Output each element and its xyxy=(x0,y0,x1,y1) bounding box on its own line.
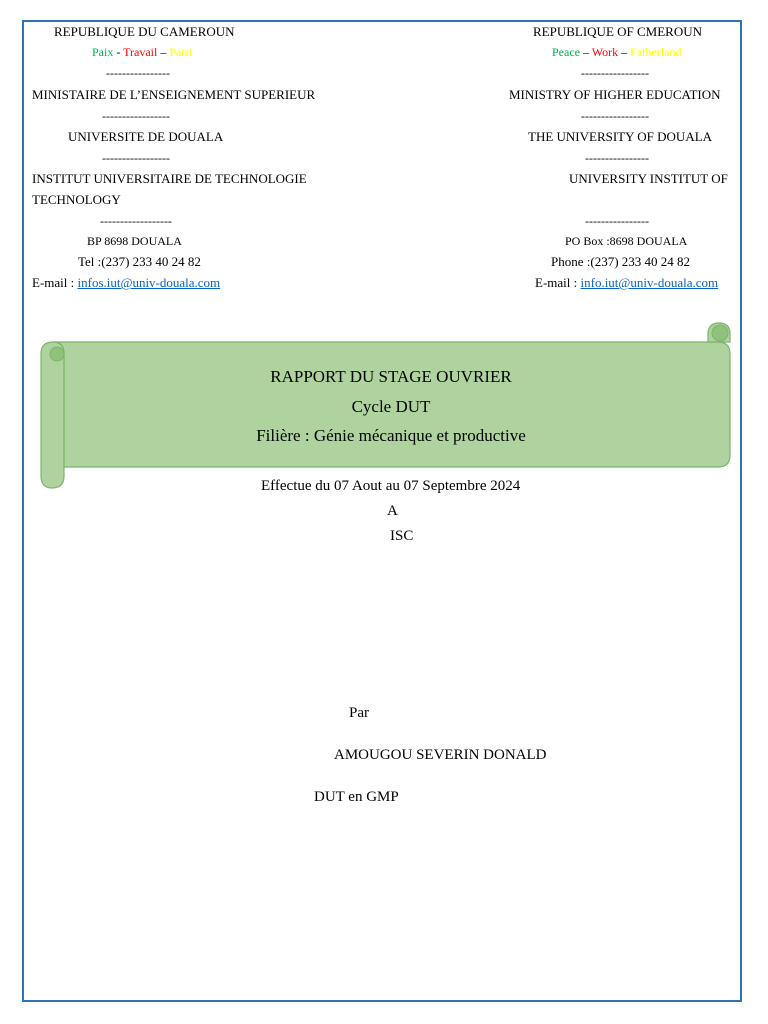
report-field: Filière : Génie mécanique et productive xyxy=(256,426,526,445)
right-motto xyxy=(552,44,681,60)
right-separator-c: ---------------- xyxy=(585,151,649,165)
left-separator-c: ----------------- xyxy=(102,151,170,165)
right-motto-word-1: Peace xyxy=(552,45,580,59)
left-motto-sep-2: – xyxy=(157,45,170,59)
right-email-row xyxy=(535,275,718,291)
left-ministry: MINISTAIRE DE L’ENSEIGNEMENT SUPERIEUR xyxy=(32,87,316,102)
left-institute-line1: INSTITUT UNIVERSITAIRE DE TECHNOLOGIE xyxy=(32,171,307,186)
right-email-label: E-mail : xyxy=(535,275,581,290)
right-motto-sep-1: – xyxy=(579,45,592,59)
right-motto-word-2: Work xyxy=(591,45,619,59)
author-degree: DUT en GMP xyxy=(314,789,399,805)
left-country: REPUBLIQUE DU CAMEROUN xyxy=(54,24,235,39)
report-cycle: Cycle DUT xyxy=(351,397,431,416)
banner-roll-left-knob xyxy=(50,347,64,361)
left-motto xyxy=(92,44,192,60)
left-email-label: E-mail : xyxy=(32,275,78,290)
page-border xyxy=(22,20,742,1002)
left-motto-word-3: Patri xyxy=(169,45,193,59)
left-motto-word-1: Paix xyxy=(92,45,114,59)
right-po-box: PO Box :8698 DOUALA xyxy=(565,234,688,248)
left-separator-d: ------------------ xyxy=(100,214,172,228)
location-preposition: A xyxy=(387,503,398,519)
left-separator-a: ---------------- xyxy=(106,66,170,80)
left-institute-line2: TECHNOLOGY xyxy=(32,192,121,207)
left-email-row xyxy=(32,275,220,291)
by-label: Par xyxy=(349,705,369,721)
right-country: REPUBLIQUE OF CMEROUN xyxy=(533,24,703,39)
right-institute: UNIVERSITY INSTITUT OF xyxy=(569,171,728,186)
left-email-link[interactable]: infos.iut@univ-douala.com xyxy=(77,275,221,290)
internship-period: Effectue du 07 Aout au 07 Septembre 2024 xyxy=(261,478,521,494)
report-title: RAPPORT DU STAGE OUVRIER xyxy=(270,367,512,386)
right-university: THE UNIVERSITY OF DOUALA xyxy=(528,129,713,144)
right-phone: Phone :(237) 233 40 24 82 xyxy=(551,254,691,269)
right-motto-sep-2: – xyxy=(618,45,631,59)
right-separator-b: ----------------- xyxy=(581,109,649,123)
right-separator-d: ---------------- xyxy=(585,214,649,228)
left-motto-sep-1: - xyxy=(113,45,124,59)
right-motto-word-3: Fatherland xyxy=(630,45,682,59)
left-university: UNIVERSITE DE DOUALA xyxy=(68,129,224,144)
left-tel: Tel :(237) 233 40 24 82 xyxy=(78,254,201,269)
left-bp: BP 8698 DOUALA xyxy=(87,234,182,248)
author-name: AMOUGOU SEVERIN DONALD xyxy=(334,747,547,763)
banner-curl-right-roll xyxy=(712,325,728,341)
right-separator-a: ----------------- xyxy=(581,66,649,80)
company-name: ISC xyxy=(390,528,414,544)
left-motto-word-2: Travail xyxy=(123,45,158,59)
right-ministry: MINISTRY OF HIGHER EDUCATION xyxy=(509,87,721,102)
right-email-link[interactable]: info.iut@univ-douala.com xyxy=(580,275,719,290)
left-separator-b: ----------------- xyxy=(102,109,170,123)
